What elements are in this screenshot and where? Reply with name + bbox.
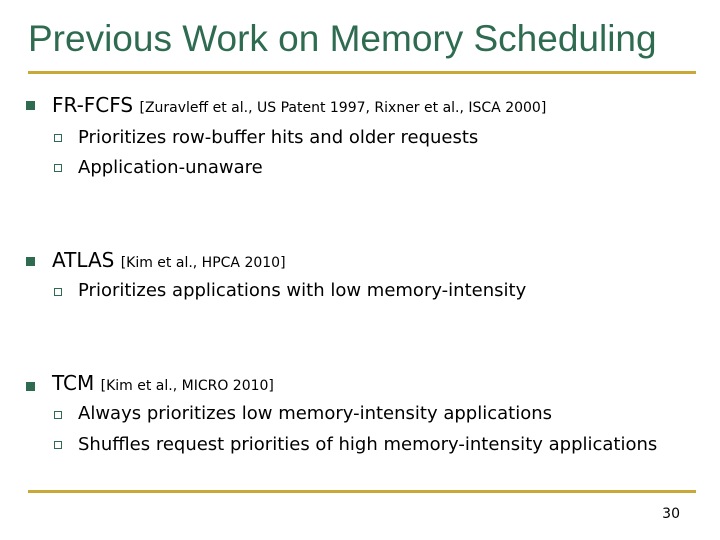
sub-bullet-marker [54, 441, 62, 449]
sub-bullet-marker [54, 288, 62, 296]
page-number: 30 [662, 506, 680, 522]
bullet-atlas [52, 248, 286, 275]
sub-item: Always prioritizes low memory-intensity applications [78, 403, 553, 424]
sub-bullet-marker [54, 164, 62, 172]
title-divider [28, 71, 696, 74]
slide-title: Previous Work on Memory Scheduling [28, 18, 657, 59]
bullet-tcm [52, 371, 274, 398]
sub-item: Application-unaware [78, 157, 263, 178]
sub-bullet-marker [54, 134, 62, 142]
sub-item: Prioritizes applications with low memory-intensity [78, 280, 527, 301]
bullet-marker [26, 101, 35, 110]
footer-divider [28, 490, 696, 493]
bullet-marker [26, 382, 35, 391]
bullet-frfcfs [52, 93, 546, 120]
bullet-label-atlas: ATLAS [52, 248, 115, 272]
sub-bullet-marker [54, 411, 62, 419]
citation-tcm: [Kim et al., MICRO 2010] [100, 378, 274, 394]
bullet-label-frfcfs: FR-FCFS [52, 93, 134, 117]
citation-atlas: [Kim et al., HPCA 2010] [120, 255, 286, 271]
bullet-marker [26, 257, 35, 266]
bullet-label-tcm: TCM [52, 371, 95, 395]
sub-item: Prioritizes row-buffer hits and older requests [78, 127, 479, 148]
sub-item: Shuffles request priorities of high memory-intensity applications [78, 434, 658, 455]
citation-frfcfs: [Zuravleff et al., US Patent 1997, Rixner et al., ISCA 2000] [139, 100, 547, 116]
